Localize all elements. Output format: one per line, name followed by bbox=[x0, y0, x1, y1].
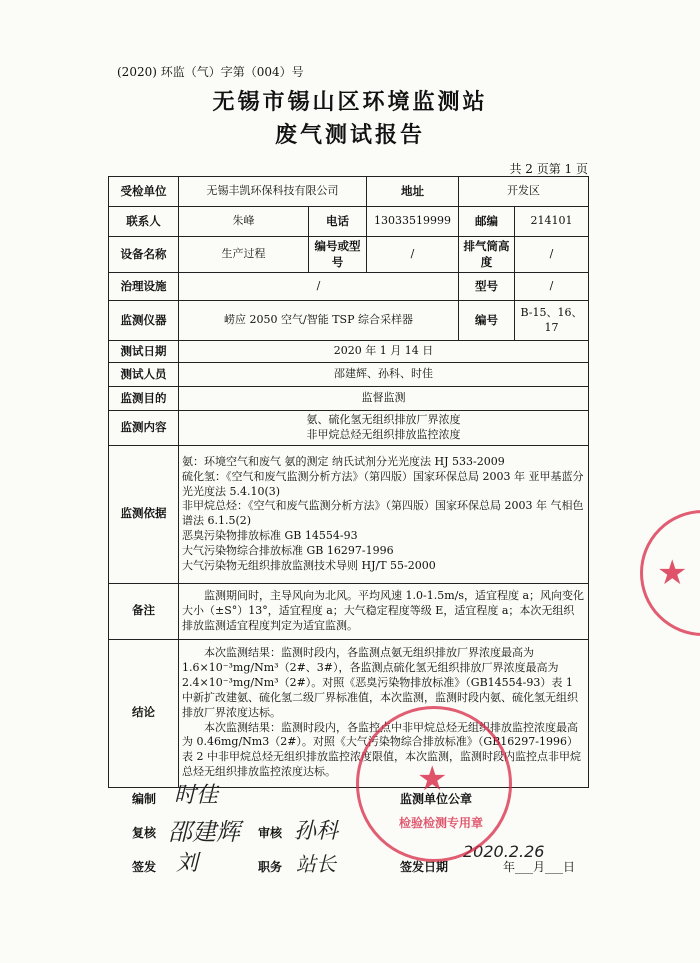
report-table bbox=[108, 176, 589, 788]
test-date-value: 2020 年 1 月 14 日 bbox=[179, 341, 589, 363]
seal-label: 监测单位公章 bbox=[400, 792, 473, 806]
contact-label: 联系人 bbox=[109, 207, 179, 237]
model-no-label: 编号或型 号 bbox=[309, 237, 367, 273]
zip-label: 邮编 bbox=[459, 207, 515, 237]
testers-value: 邵建辉、孙科、时佳 bbox=[179, 363, 589, 387]
doc-number: (2020) 环监（气）字第（004）号 bbox=[117, 65, 304, 79]
remarks-text: 监测期间时，主导风向为北风。平均风速 1.0-1.5m/s，适宜程度 a；风向变化大小（±S°）13°，适宜程度 a；大气稳定程度等级 E，适宜程度 a；本次无组织排放监测适宜程度判定为适宜监测。 bbox=[182, 588, 585, 632]
official-seal-stamp bbox=[356, 706, 512, 862]
client-label: 受检单位 bbox=[109, 177, 179, 207]
issue-date-label: 签发日期 bbox=[400, 860, 449, 874]
edge-seal-star-icon: ★ bbox=[657, 553, 688, 593]
basis-item: 非甲烷总烃：《空气和废气监测分析方法》（第四版）国家环保总局 2003 年 气相色谱法 6.1.5(2) bbox=[182, 499, 584, 528]
page-title: 无锡市锡山区环境监测站 bbox=[212, 89, 488, 115]
basis-item: 硫化氢：《空气和废气监测分析方法》（第四版）国家环保总局 2003 年 亚甲基蓝分光光度法 5.4.10(3) bbox=[182, 469, 584, 498]
compiled-signature: 时佳 bbox=[174, 783, 219, 808]
address-label: 地址 bbox=[367, 177, 459, 207]
reviewed-label: 复核 bbox=[132, 826, 157, 840]
phone-value: 13033519999 bbox=[367, 207, 459, 237]
conclusion-paragraph-2: 本次监测结果：监测时段内，各监控点中非甲烷总烃无组织排放监控浓度最高为 0.46mg/Nm3（2#）。对照《大气污染物综合排放标准》（GB16297-1996）表 2 中非甲烷总烃无组织排放监控浓度限值，本次监测，监测时段内监控点非甲烷总烃无组织排放监控浓度达标。 bbox=[182, 720, 581, 779]
instrument-no-label: 编号 bbox=[459, 301, 515, 341]
type-value: / bbox=[515, 273, 589, 301]
remarks-label: 备注 bbox=[109, 583, 179, 639]
address-value: 开发区 bbox=[459, 177, 589, 207]
seal-star-icon: ★ bbox=[417, 759, 448, 799]
position-signature: 站长 bbox=[296, 852, 336, 876]
approved-signature: 孙科 bbox=[294, 819, 339, 844]
instrument-value: 崂应 2050 空气/智能 TSP 综合采样器 bbox=[179, 301, 459, 341]
issue-date-blanks: 年___月___日 bbox=[503, 860, 576, 874]
seal-main-text: 检验检测专用章 bbox=[399, 816, 484, 830]
issue-date-handwritten: 2020.2.26 bbox=[463, 842, 545, 861]
contact-value: 朱峰 bbox=[179, 207, 309, 237]
conclusion-paragraph-1: 本次监测结果：监测时段内，各监测点氨无组织排放厂界浓度最高为 1.6×10⁻³mg/Nm³（2#、3#），各监测点硫化氢无组织排放厂界浓度最高为 2.4×10⁻³mg/Nm³（2#）。对照《恶臭污染物排放标准》（GB14554-93）表 1 中新扩改建氨、硫化氢二级厂界标准值，本次监测，监测时段内氨、硫化氢无组织排放厂界浓度达标。 bbox=[182, 646, 578, 719]
instrument-no-value: B-15、16、17 bbox=[515, 301, 589, 341]
stack-height-value: / bbox=[515, 237, 589, 273]
basis-label: 监测依据 bbox=[109, 445, 179, 583]
basis-item: 氨：环境空气和废气 氨的测定 纳氏试剂分光光度法 HJ 533-2009 bbox=[182, 454, 505, 468]
basis-item: 大气污染物无组织排放监测技术导则 HJ/T 55-2000 bbox=[182, 558, 436, 572]
phone-label: 电话 bbox=[309, 207, 367, 237]
position-label: 职务 bbox=[258, 860, 283, 874]
testers-label: 测试人员 bbox=[109, 363, 179, 387]
content-line-1: 氨、硫化氢无组织排放厂界浓度 bbox=[306, 413, 461, 427]
client-value: 无锡丰凯环保科技有限公司 bbox=[179, 177, 367, 207]
content-label: 监测内容 bbox=[109, 411, 179, 446]
report-title: 废气测试报告 bbox=[274, 122, 425, 148]
purpose-value: 监督监测 bbox=[179, 387, 589, 411]
basis-value bbox=[179, 445, 589, 583]
zip-value: 214101 bbox=[515, 207, 589, 237]
conclusion-label: 结论 bbox=[109, 639, 179, 787]
basis-item: 恶臭污染物排放标准 GB 14554-93 bbox=[182, 529, 358, 543]
page-info: 共 2 页第 1 页 bbox=[509, 162, 588, 176]
reviewed-signature: 邵建辉 bbox=[168, 818, 240, 846]
content-value bbox=[179, 411, 589, 446]
remarks-value bbox=[179, 583, 589, 639]
treatment-value: / bbox=[179, 273, 459, 301]
test-date-label: 测试日期 bbox=[109, 341, 179, 363]
edge-seal-stamp bbox=[640, 510, 700, 636]
signed-label: 签发 bbox=[132, 860, 157, 874]
treatment-label: 治理设施 bbox=[109, 273, 179, 301]
model-no-value: / bbox=[367, 237, 459, 273]
basis-item: 大气污染物综合排放标准 GB 16297-1996 bbox=[182, 543, 394, 557]
signature-area bbox=[108, 776, 588, 896]
equip-name-label: 设备名称 bbox=[109, 237, 179, 273]
stack-height-label: 排气筒高 度 bbox=[459, 237, 515, 273]
instrument-label: 监测仪器 bbox=[109, 301, 179, 341]
type-label: 型号 bbox=[459, 273, 515, 301]
compiled-label: 编制 bbox=[132, 792, 157, 806]
content-line-2: 非甲烷总烃无组织排放监控浓度 bbox=[306, 427, 461, 441]
approved-label: 审核 bbox=[258, 826, 283, 840]
equip-name-value: 生产过程 bbox=[179, 237, 309, 273]
purpose-label: 监测目的 bbox=[109, 387, 179, 411]
signed-signature: 刘 bbox=[176, 851, 199, 876]
